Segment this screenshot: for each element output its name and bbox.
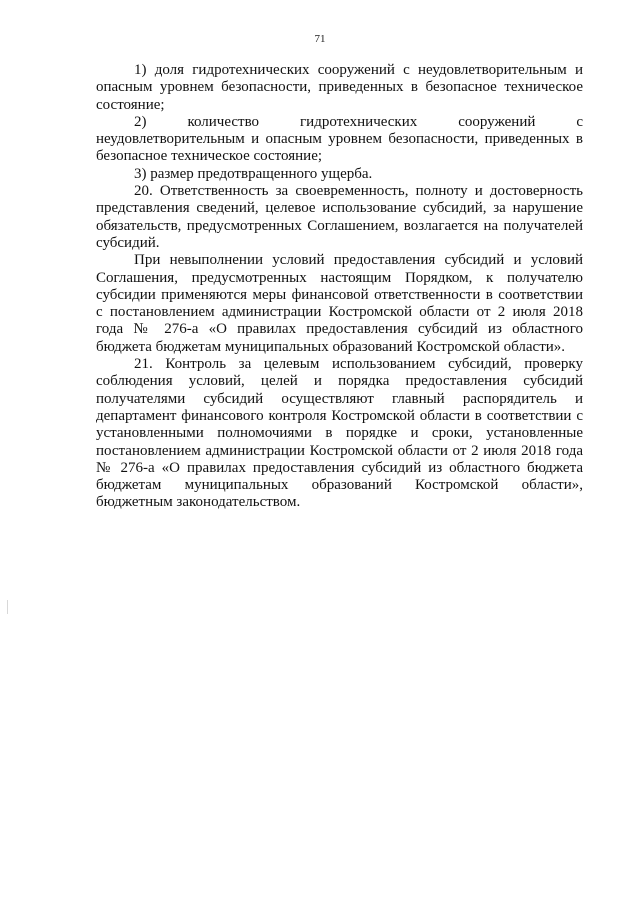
page-number: 71	[314, 33, 326, 45]
document-body	[96, 62, 583, 512]
paragraph-item-2: 2) количество гидротехнических сооружений с неудовлетворительным и опасным уровнем безопасности, приведенных в безопасное техническое состояние;	[96, 113, 583, 165]
paragraph-financial-responsibility: При невыполнении условий предоставления субсидий и условий Соглашения, предусмотренных настоящим Порядком, к получателю субсидии применяются меры финансовой ответственности в соответствии с постановлением администрации Костромской области от 2 июля 2018 года № 276-а «О правилах предоставления субсидий из областного бюджета бюджетам муниципальных образований Костромской области».	[96, 252, 583, 355]
paragraph-section-21: 21. Контроль за целевым использованием субсидий, проверку соблюдения условий, целей и порядка предоставления субсидий получателями субсидий осуществляют главный распорядитель и департамент финансового контроля Костромской области в соответствии с установленными полномочиями в порядке и сроки, установленные постановлением администрации Костромской области от 2 июля 2018 года № 276-а «О правилах предоставления субсидий из областного бюджета бюджетам муниципальных образований Костромской области», бюджетным законодательством.	[96, 356, 583, 511]
paragraph-item-3: 3) размер предотвращенного ущерба.	[134, 165, 373, 182]
scan-artifact	[7, 600, 8, 614]
paragraph-item-1: 1) доля гидротехнических сооружений с неудовлетворительным и опасным уровнем безопасности, приведенных в безопасное техническое состояние;	[96, 62, 583, 113]
paragraph-section-20: 20. Ответственность за своевременность, полноту и достоверность представления сведений, целевое использование субсидий, за нарушение обязательств, предусмотренных Соглашением, возлагается на получателей субсидий.	[96, 183, 583, 251]
